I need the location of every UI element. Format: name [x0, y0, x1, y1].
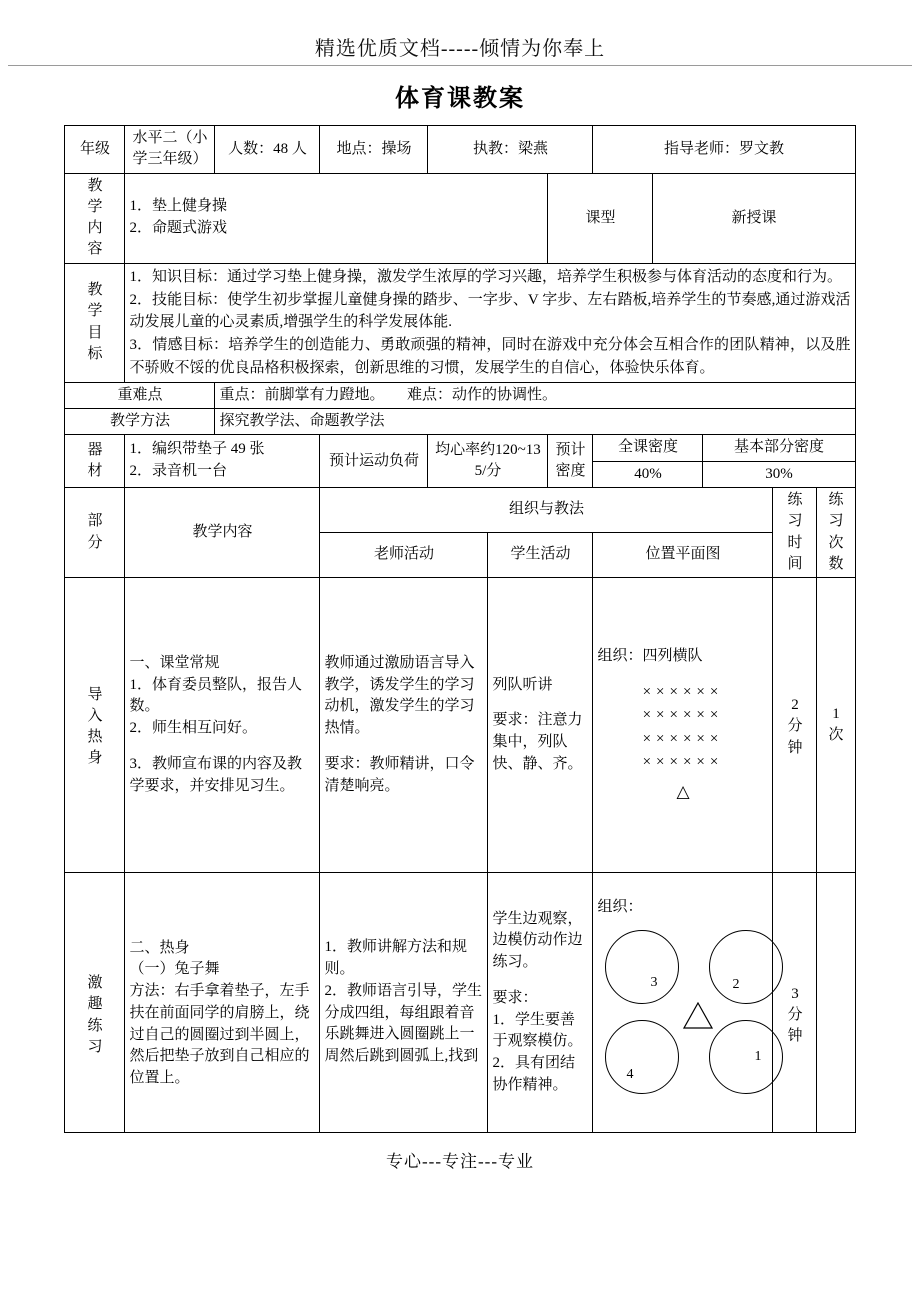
header-part: 部 分	[65, 487, 125, 577]
header-student-activity: 学生活动	[488, 533, 593, 578]
row-student-activity	[488, 873, 593, 1133]
equipment-items	[125, 435, 320, 488]
table-row-methods	[65, 409, 855, 435]
objectives-label: 教 学 目 标	[65, 263, 125, 382]
table-row	[65, 873, 855, 1133]
formation-row: ××××××	[642, 730, 724, 747]
course-type-label: 课型	[548, 173, 653, 263]
row-practice-count	[817, 873, 855, 1133]
equipment-item-2: 2．录音机一台	[129, 463, 227, 480]
content-line: 2．师生相互问好。	[129, 720, 257, 737]
student-line: 列队听讲	[492, 676, 553, 693]
table-row-section-header-top	[65, 487, 855, 532]
keypoints-label: 重难点	[65, 382, 215, 408]
group-circle-2	[709, 930, 783, 1004]
advisor: 指导老师：罗文教	[593, 126, 855, 174]
formation-row: ××××××	[642, 684, 724, 701]
basic-density-value: 30%	[703, 461, 855, 487]
row-practice-count: 1 次	[817, 578, 855, 873]
load-value: 均心率约120~135/分	[428, 435, 548, 488]
full-density-value: 40%	[593, 461, 703, 487]
group-circle-2-label: 2	[732, 977, 740, 993]
teacher-line: 教师通过激励语言导入教学，诱发学生的学习动机，激发学生的学习热情。	[324, 654, 475, 737]
course-type-value: 新授课	[653, 173, 855, 263]
row-part-label: 激 趣 练 习	[65, 873, 125, 1133]
header-org-and-method: 组织与教法	[320, 487, 773, 532]
spacer	[129, 740, 315, 754]
objectives-body	[125, 263, 855, 382]
banner-divider	[8, 65, 912, 66]
content-line: 二、热身	[129, 939, 190, 956]
group-circle-1	[709, 1020, 783, 1094]
content-line: 方法：右手拿着垫子，左手扶在前面同学的肩膀上，绕过自己的圆圈过到半圆上，然后把垫子放到自己相应的位置上。	[129, 983, 310, 1087]
student-line: 1．学生要善于观察模仿。	[492, 1011, 583, 1050]
content-item-2: 2．命题式游戏	[129, 220, 227, 237]
table-row-keypoints	[65, 382, 855, 408]
table-row-objectives	[65, 263, 855, 382]
keypoints-value: 重点：前脚掌有力蹬地。 难点：动作的协调性。	[215, 382, 855, 408]
row-teaching-content	[125, 578, 320, 873]
teacher-line: 要求：教师精讲，口令清楚响亮。	[324, 755, 475, 794]
row-part-label: 导 入 热 身	[65, 578, 125, 873]
student-line: 要求：	[492, 989, 538, 1006]
content-line: （一）兔子舞	[129, 961, 220, 978]
header-position-diagram: 位置平面图	[593, 533, 773, 578]
content-line: 一、课堂常规	[129, 654, 220, 671]
equipment-item-1: 1．编织带垫子 49 张	[129, 441, 265, 458]
diagram-label: 组织：四列横队	[597, 647, 703, 664]
teacher-position-triangle-icon	[683, 1002, 713, 1028]
content-item-1: 1．垫上健身操	[129, 198, 227, 215]
formation-x-grid	[597, 681, 768, 774]
grade-value: 水平二（小学三年级）	[125, 126, 215, 174]
group-circle-3	[605, 930, 679, 1004]
header-teacher-activity: 老师活动	[320, 533, 488, 578]
content-items	[125, 173, 548, 263]
methods-value: 探究教学法、命题教学法	[215, 409, 855, 435]
page-footer: 专心---专注---专业	[386, 1152, 534, 1172]
student-line: 学生边观察，边模仿动作边练习。	[492, 910, 583, 971]
spacer	[324, 740, 483, 754]
formation-circle-diagram	[597, 924, 817, 1104]
page-title: 体育课教案	[395, 86, 525, 112]
objective-item-3: 3．情感目标：培养学生的创造能力、勇敢顽强的精神，同时在游戏中充分体会互相合作的团队精神，以及胜不骄败不馁的优良品格积极探索，创新思维的习惯，发展学生的自信心，体验快乐体育。	[129, 337, 851, 376]
header-teaching-content: 教学内容	[125, 487, 320, 577]
table-row-info	[65, 126, 855, 174]
density-label: 预计密度	[548, 435, 593, 488]
equipment-label: 器 材	[65, 435, 125, 488]
table-row-equipment	[65, 435, 855, 461]
full-density-header: 全课密度	[593, 435, 703, 461]
group-circle-3-label: 3	[650, 975, 658, 991]
header-practice-time: 练 习 时 间	[773, 487, 817, 577]
objective-item-1: 1．知识目标：通过学习垫上健身操，激发学生浓厚的学习兴趣，培养学生积极参与体育活动的态度和行为。	[129, 268, 842, 285]
teacher-position-triangle-icon: △	[676, 782, 690, 802]
teacher-line: 1．教师讲解方法和规则。	[324, 939, 467, 978]
content-line: 1．体育委员整队，报告人数。	[129, 676, 302, 715]
row-teacher-activity	[320, 873, 488, 1133]
content-line: 3．教师宣布课的内容及教学要求，并安排见习生。	[129, 755, 302, 794]
row-student-activity	[488, 578, 593, 873]
formation-row: ××××××	[642, 753, 724, 770]
basic-density-header: 基本部分密度	[703, 435, 855, 461]
formation-row: ××××××	[642, 707, 724, 724]
row-position-diagram	[593, 873, 773, 1133]
group-circle-4-label: 4	[626, 1067, 634, 1083]
student-line: 2．具有团结协作精神。	[492, 1055, 575, 1093]
objective-item-2: 2．技能目标：使学生初步掌握儿童健身操的踏步、一字步、V 字步、左右踏板,培养学生的节奏感,通过游戏活动发展儿童的心灵素质,增强学生的科学发展体能.	[129, 291, 851, 331]
group-circle-4	[605, 1020, 679, 1094]
student-line: 要求：注意力集中，列队快、静、齐。	[492, 712, 583, 772]
row-practice-time: 2 分 钟	[773, 578, 817, 873]
row-teaching-content	[125, 873, 320, 1133]
diagram-label: 组织：	[597, 898, 643, 915]
group-circle-1-label: 1	[754, 1049, 762, 1065]
table-row	[65, 578, 855, 873]
banner-text: 精选优质文档-----倾情为你奉上	[314, 38, 606, 60]
load-label: 预计运动负荷	[320, 435, 428, 488]
teacher-line: 2．教师语言引导，学生分成四组，每组跟着音乐跳舞进入圆圈跳上一周然后跳到圆弧上,找到	[324, 982, 482, 1065]
header-practice-count: 练 习 次 数	[817, 487, 855, 577]
spacer	[492, 974, 588, 988]
student-count: 人数：48 人	[215, 126, 320, 174]
lesson-plan-table	[64, 125, 855, 1133]
instructor: 执教：梁燕	[428, 126, 593, 174]
page-banner	[0, 0, 920, 65]
location: 地点：操场	[320, 126, 428, 174]
table-row-content	[65, 173, 855, 263]
row-practice-time: 3 分 钟	[773, 873, 817, 1133]
row-teacher-activity	[320, 578, 488, 873]
row-position-diagram	[593, 578, 773, 873]
grade-label: 年级	[65, 126, 125, 174]
methods-label: 教学方法	[65, 409, 215, 435]
spacer	[492, 696, 588, 710]
content-label: 教 学 内 容	[65, 173, 125, 263]
